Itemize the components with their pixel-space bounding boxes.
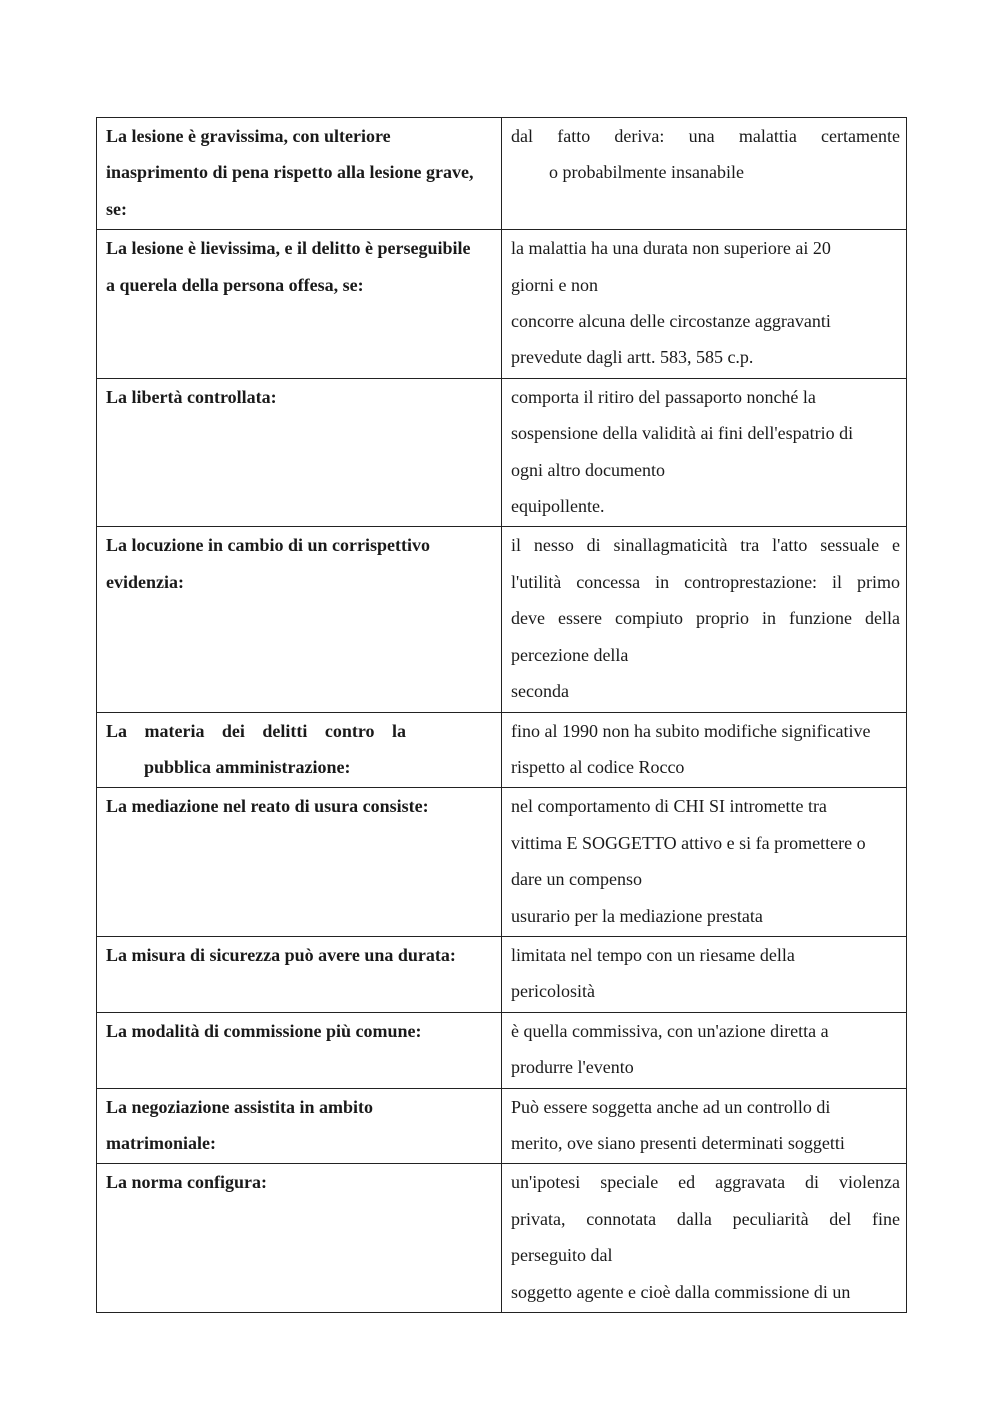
question-cell [97, 936, 502, 1012]
qa-table [96, 117, 907, 1313]
answer-cell [502, 378, 907, 527]
question-cell [97, 1088, 502, 1164]
answer-line: seconda [511, 681, 569, 702]
answer-cell [502, 118, 907, 230]
answer-line: perseguito dal [511, 1245, 613, 1266]
question-line: La lesione è lievissima, e il delitto è perseguibile [106, 238, 471, 259]
question-line: La libertà controllata: [106, 386, 277, 407]
answer-line: dare un compenso [511, 869, 642, 890]
answer-line: vittima E SOGGETTO attivo e si fa promettere o [511, 832, 866, 853]
answer-line: fino al 1990 non ha subito modifiche significative [511, 720, 871, 741]
table-row [97, 712, 907, 788]
question-cell [97, 1012, 502, 1088]
question-line: La misura di sicurezza può avere una durata: [106, 944, 456, 965]
question-line: La locuzione in cambio di un corrispettivo [106, 535, 430, 556]
answer-line: nel comportamento di CHI SI intromette tra [511, 796, 827, 817]
answer-line: pericolosità [511, 981, 595, 1002]
table-row [97, 378, 907, 527]
question-cell [97, 712, 502, 788]
answer-line: soggetto agente e cioè dalla commissione di un [511, 1281, 851, 1302]
question-cell [97, 1164, 502, 1313]
table-row [97, 1012, 907, 1088]
question-line: inasprimento di pena rispetto alla lesione grave, [106, 162, 474, 183]
question-cell [97, 118, 502, 230]
answer-line: l'utilità concessa in controprestazione: il primo [511, 571, 900, 592]
answer-line: il nesso di sinallagmaticità tra l'atto sessuale e [511, 535, 900, 556]
answer-cell [502, 712, 907, 788]
answer-line: giorni e non [511, 274, 598, 295]
question-line: pubblica amministrazione: [144, 756, 351, 777]
answer-line: o probabilmente insanabile [549, 162, 744, 183]
question-cell [97, 527, 502, 712]
answer-cell [502, 1164, 907, 1313]
answer-cell [502, 788, 907, 937]
answer-cell [502, 230, 907, 379]
question-cell [97, 788, 502, 937]
answer-line: sospensione della validità ai fini dell'espatrio di [511, 423, 854, 444]
answer-line: dal fatto deriva: una malattia certamente [511, 126, 900, 146]
question-cell [97, 378, 502, 527]
answer-line: concorre alcuna delle circostanze aggravanti [511, 311, 831, 332]
answer-line: prevedute dagli artt. 583, 585 c.p. [511, 347, 754, 368]
table-row [97, 1164, 907, 1313]
table-row [97, 230, 907, 379]
question-line: a querela della persona offesa, se: [106, 274, 364, 295]
question-line: La lesione è gravissima, con ulteriore [106, 126, 391, 146]
answer-line: percezione della [511, 644, 629, 665]
answer-cell [502, 1012, 907, 1088]
question-line: La mediazione nel reato di usura consiste: [106, 796, 429, 817]
question-line: evidenzia: [106, 571, 184, 592]
table-row [97, 936, 907, 1012]
question-cell [97, 230, 502, 379]
answer-cell [502, 1088, 907, 1164]
question-line: La materia dei delitti contro la [106, 720, 406, 741]
answer-line: usurario per la mediazione prestata [511, 905, 763, 926]
table-row [97, 1088, 907, 1164]
table-row [97, 788, 907, 937]
table-row [97, 527, 907, 712]
question-line: La negoziazione assistita in ambito [106, 1096, 374, 1117]
answer-line: un'ipotesi speciale ed aggravata di violenza [511, 1172, 900, 1193]
answer-line: deve essere compiuto proprio in funzione della [511, 608, 900, 629]
answer-cell [502, 527, 907, 712]
answer-line: comporta il ritiro del passaporto nonché la [511, 386, 816, 407]
answer-line: merito, ove siano presenti determinati soggetti [511, 1132, 845, 1153]
answer-line: è quella commissiva, con un'azione diretta a [511, 1020, 829, 1041]
answer-line: rispetto al codice Rocco [511, 756, 685, 777]
answer-line: privata, connotata dalla peculiarità del fine [511, 1208, 900, 1229]
question-line: La norma configura: [106, 1172, 267, 1193]
answer-line: limitata nel tempo con un riesame della [511, 944, 795, 965]
answer-line: produrre l'evento [511, 1057, 634, 1078]
answer-line: la malattia ha una durata non superiore ai 20 [511, 238, 831, 259]
table-row [97, 118, 907, 230]
question-line: La modalità di commissione più comune: [106, 1020, 422, 1041]
answer-line: ogni altro documento [511, 459, 665, 480]
question-line: se: [106, 198, 127, 219]
answer-line: Può essere soggetta anche ad un controllo di [511, 1096, 831, 1117]
answer-cell [502, 936, 907, 1012]
answer-line: equipollente. [511, 496, 605, 517]
question-line: matrimoniale: [106, 1132, 216, 1153]
